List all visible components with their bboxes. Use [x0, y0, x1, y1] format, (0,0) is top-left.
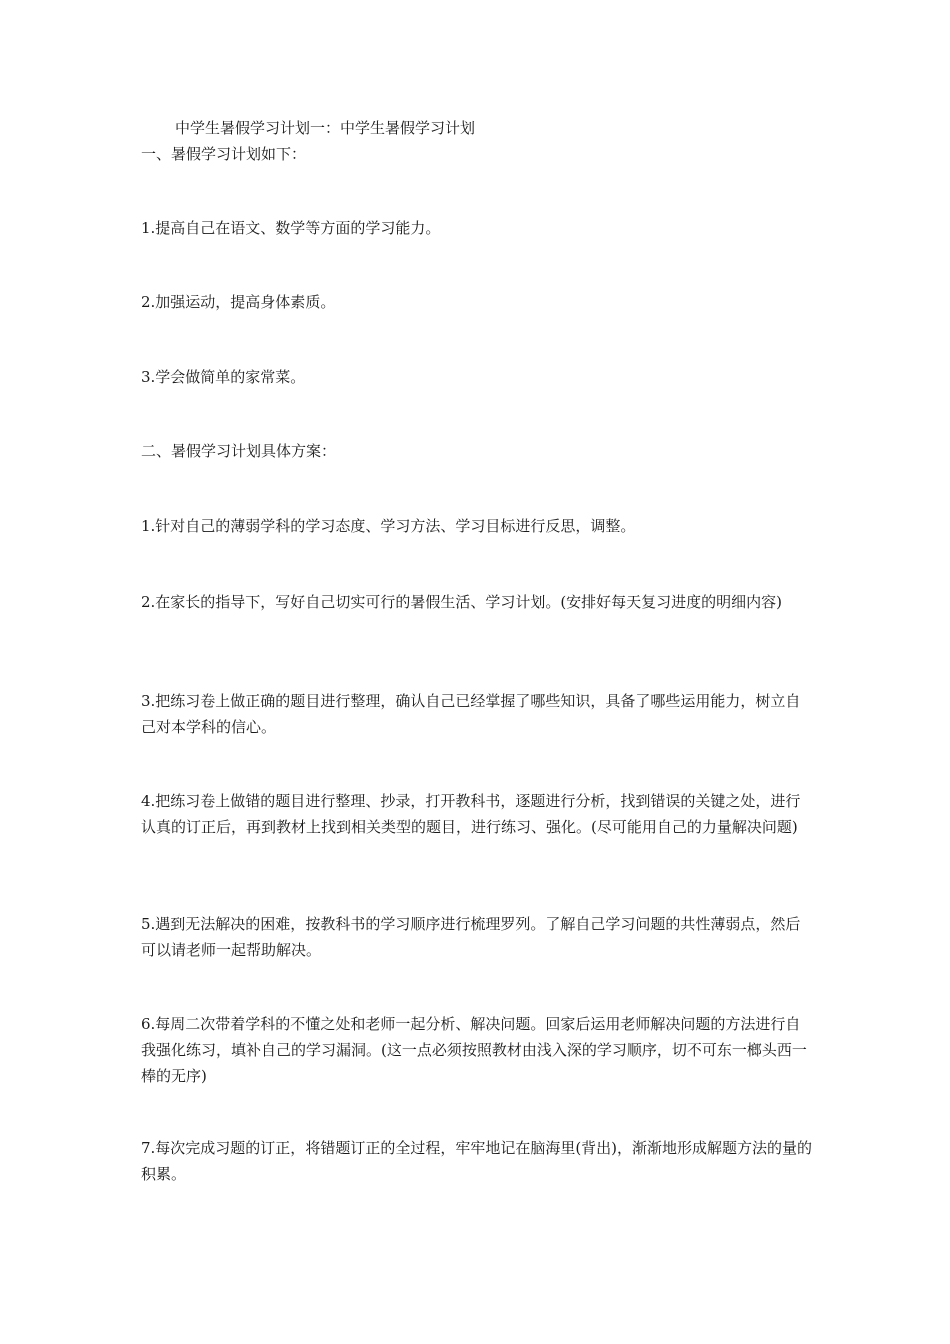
goal-item: 3.学会做简单的家常菜。	[141, 368, 306, 386]
plan-item: 2.在家长的指导下，写好自己切实可行的暑假生活、学习计划。(安排好每天复习进度的明细内容)	[141, 593, 783, 611]
plan-item: 7.每次完成习题的订正，将错题订正的全过程，牢牢地记在脑海里(背出)，渐渐地形成解题方法的量的积累。	[141, 1139, 813, 1183]
plan-item: 6.每周二次带着学科的不懂之处和老师一起分析、解决问题。回家后运用老师解决问题的方法进行自我强化练习，填补自己的学习漏洞。(这一点必须按照教材由浅入深的学习顺序，切不可东一榔头西一棒的无序)	[141, 1015, 807, 1085]
goal-item: 2.加强运动，提高身体素质。	[141, 293, 336, 311]
plan-item: 5.遇到无法解决的困难，按教科书的学习顺序进行梳理罗列。了解自己学习问题的共性薄弱点，然后可以请老师一起帮助解决。	[141, 915, 801, 959]
section2-heading: 二、暑假学习计划具体方案：	[141, 442, 337, 460]
plan-item: 3.把练习卷上做正确的题目进行整理，确认自己已经掌握了哪些知识，具备了哪些运用能力，树立自己对本学科的信心。	[141, 692, 801, 736]
section1-heading: 一、暑假学习计划如下：	[141, 145, 307, 163]
document-title: 中学生暑假学习计划一：中学生暑假学习计划	[175, 119, 476, 137]
plan-item: 1.针对自己的薄弱学科的学习态度、学习方法、学习目标进行反思，调整。	[141, 517, 636, 535]
goal-item: 1.提高自己在语文、数学等方面的学习能力。	[141, 219, 441, 237]
plan-item: 4.把练习卷上做错的题目进行整理、抄录，打开教科书，逐题进行分析，找到错误的关键之处，进行认真的订正后，再到教材上找到相关类型的题目，进行练习、强化。(尽可能用自己的力量解决问题)	[141, 792, 801, 836]
